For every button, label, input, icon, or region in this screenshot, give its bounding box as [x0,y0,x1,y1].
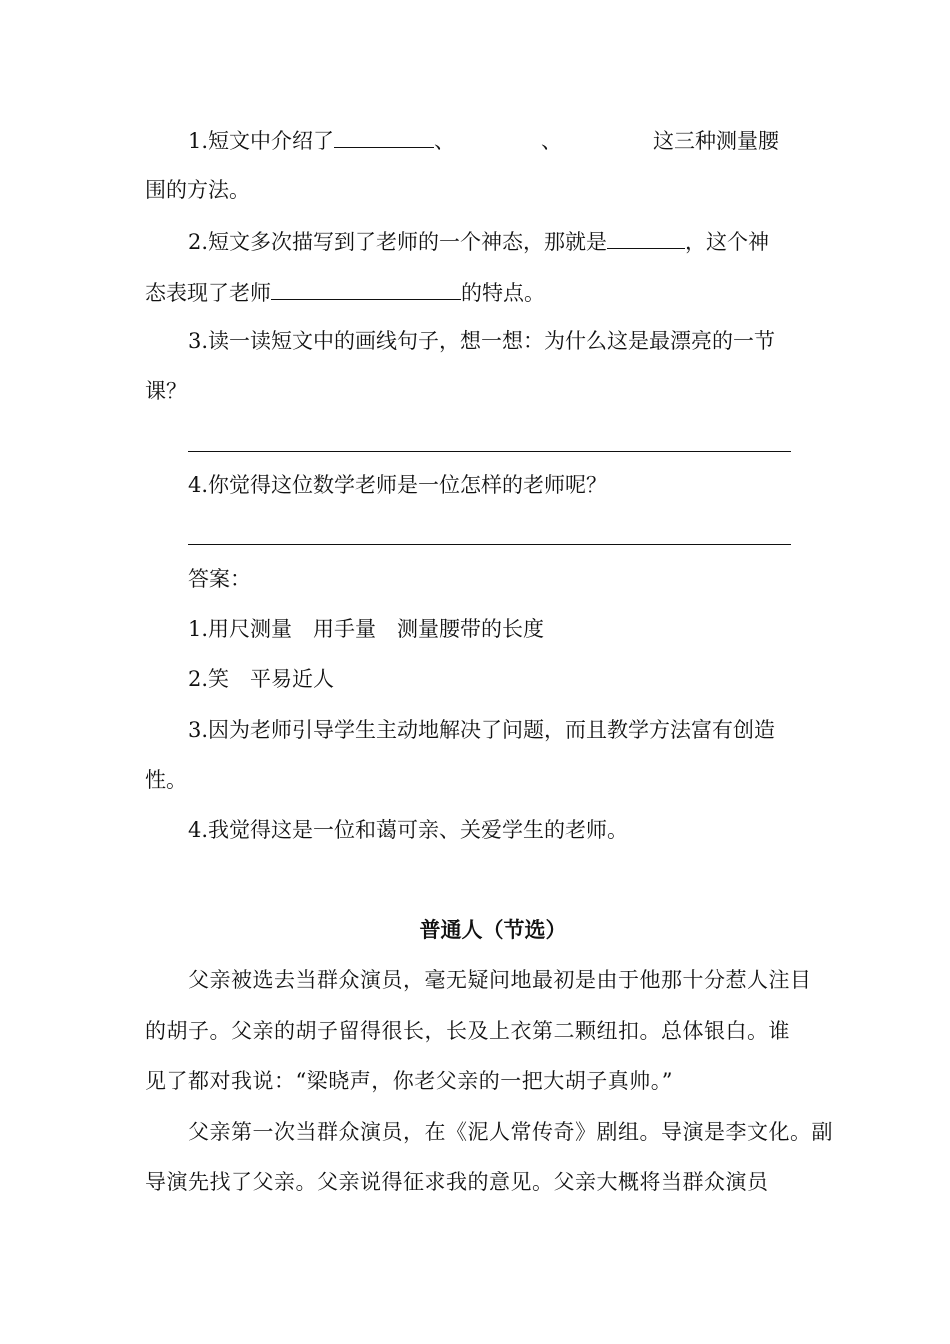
question-2-line-2-end: 的特点。 [461,281,545,305]
separator: 、 [541,129,563,153]
question-2-line-2 [145,277,545,308]
answer-line [188,544,791,545]
question-2-line-2-text: 态表现了老师 [145,281,271,305]
story-paragraph-line: 导演先找了父亲。父亲说得征求我的意见。父亲大概将当群众演员 [145,1170,769,1194]
question-2-text-end: ，这个神 [685,230,770,254]
answer-2: 2.笑 平易近人 [188,667,335,691]
answer-blank [334,125,434,148]
separator: 、 [434,129,456,153]
story-paragraph-line: 的胡子。父亲的胡子留得很长，长及上衣第二颗纽扣。总体银白。谁 [145,1019,790,1043]
answer-3-line-2: 性。 [145,768,187,792]
answer-blank [271,277,461,300]
story-title: 普通人（节选） [419,918,567,942]
question-2-line-1 [188,226,769,257]
question-3-line-1: 3.读一读短文中的画线句子，想一想：为什么这是最漂亮的一节 [188,329,776,353]
question-3-line-2: 课？ [145,379,187,403]
question-1-text: 1.短文中介绍了 [188,129,335,153]
question-4-line-1: 4.你觉得这位数学老师是一位怎样的老师呢？ [188,473,608,497]
answer-3-line-1: 3.因为老师引导学生主动地解决了问题，而且教学方法富有创造 [188,718,776,742]
question-1-line-2: 围的方法。 [145,178,250,202]
question-2-text: 2.短文多次描写到了老师的一个神态，那就是 [188,230,608,254]
answer-1: 1.用尺测量 用手量 测量腰带的长度 [188,617,545,641]
answer-blank [607,226,685,249]
story-paragraph-line: 父亲第一次当群众演员，在《泥人常传奇》剧组。导演是李文化。副 [188,1120,833,1144]
answer-line [188,451,791,452]
answer-4: 4.我觉得这是一位和蔼可亲、关爱学生的老师。 [188,818,629,842]
story-paragraph-line: 见了都对我说：“梁晓声，你老父亲的一把大胡子真帅。” [145,1069,673,1093]
answers-heading: 答案： [188,567,251,591]
story-paragraph-line: 父亲被选去当群众演员，毫无疑问地最初是由于他那十分惹人注目 [188,968,812,992]
question-1-text-end: 这三种测量腰 [653,129,780,153]
question-1-line-1 [188,125,779,156]
